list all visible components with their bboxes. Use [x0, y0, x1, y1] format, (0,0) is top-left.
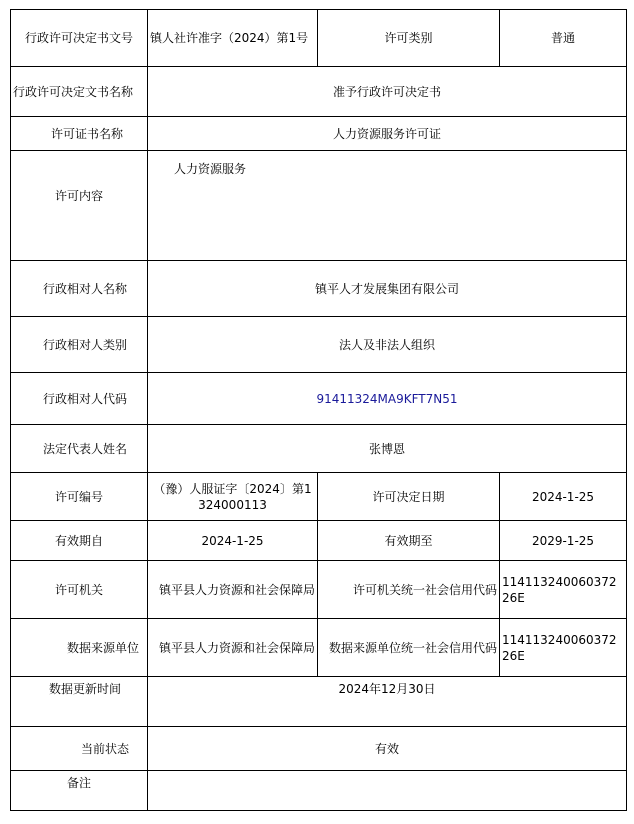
permit-no-label: 许可编号	[11, 473, 148, 521]
decision-date-label: 许可决定日期	[318, 473, 500, 521]
legal-rep-label: 法定代表人姓名	[11, 425, 148, 473]
decision-name-value: 准予行政许可决定书	[148, 67, 627, 117]
permit-content-label: 许可内容	[11, 151, 148, 261]
row-permit-no	[11, 473, 627, 521]
certificate-name-label: 许可证书名称	[11, 117, 148, 151]
authority-label: 许可机关	[11, 561, 148, 619]
permit-content-value: 人力资源服务	[148, 151, 627, 261]
permit-category-value: 普通	[500, 10, 627, 67]
authority-value: 镇平县人力资源和社会保障局	[148, 561, 318, 619]
counterpart-name-label: 行政相对人名称	[11, 261, 148, 317]
counterpart-name-value: 镇平人才发展集团有限公司	[148, 261, 627, 317]
row-authority	[11, 561, 627, 619]
counterpart-type-label: 行政相对人类别	[11, 317, 148, 373]
row-decision-no	[11, 10, 627, 67]
row-validity	[11, 521, 627, 561]
source-unit-code-label: 数据来源单位统一社会信用代码	[318, 619, 500, 677]
row-source-unit	[11, 619, 627, 677]
status-label: 当前状态	[11, 727, 148, 771]
valid-from-label: 有效期自	[11, 521, 148, 561]
row-decision-name	[11, 67, 627, 117]
decision-name-label: 行政许可决定文书名称	[11, 67, 148, 117]
row-permit-content	[11, 151, 627, 261]
update-time-label: 数据更新时间	[11, 677, 148, 727]
permit-no-value: （豫）人服证字〔2024〕第1324000113	[148, 473, 318, 521]
authority-code-label: 许可机关统一社会信用代码	[318, 561, 500, 619]
counterpart-code-label: 行政相对人代码	[11, 373, 148, 425]
source-unit-value: 镇平县人力资源和社会保障局	[148, 619, 318, 677]
row-status	[11, 727, 627, 771]
counterpart-type-value: 法人及非法人组织	[148, 317, 627, 373]
row-remarks	[11, 771, 627, 811]
row-counterpart-name	[11, 261, 627, 317]
row-update-time	[11, 677, 627, 727]
permit-detail-table	[10, 9, 627, 811]
status-value: 有效	[148, 727, 627, 771]
row-counterpart-type	[11, 317, 627, 373]
permit-category-label: 许可类别	[318, 10, 500, 67]
row-certificate-name	[11, 117, 627, 151]
counterpart-code-value: 91411324MA9KFT7N51	[148, 373, 627, 425]
authority-code-value: 11411324006037226E	[500, 561, 627, 619]
remarks-value	[148, 771, 627, 811]
legal-rep-value: 张博恩	[148, 425, 627, 473]
valid-from-value: 2024-1-25	[148, 521, 318, 561]
valid-to-label: 有效期至	[318, 521, 500, 561]
source-unit-label: 数据来源单位	[11, 619, 148, 677]
decision-no-value: 镇人社许准字（2024）第1号	[148, 10, 318, 67]
row-counterpart-code	[11, 373, 627, 425]
row-legal-rep	[11, 425, 627, 473]
update-time-value: 2024年12月30日	[148, 677, 627, 727]
source-unit-code-value: 11411324006037226E	[500, 619, 627, 677]
decision-no-label: 行政许可决定书文号	[11, 10, 148, 67]
decision-date-value: 2024-1-25	[500, 473, 627, 521]
certificate-name-value: 人力资源服务许可证	[148, 117, 627, 151]
remarks-label: 备注	[11, 771, 148, 811]
valid-to-value: 2029-1-25	[500, 521, 627, 561]
